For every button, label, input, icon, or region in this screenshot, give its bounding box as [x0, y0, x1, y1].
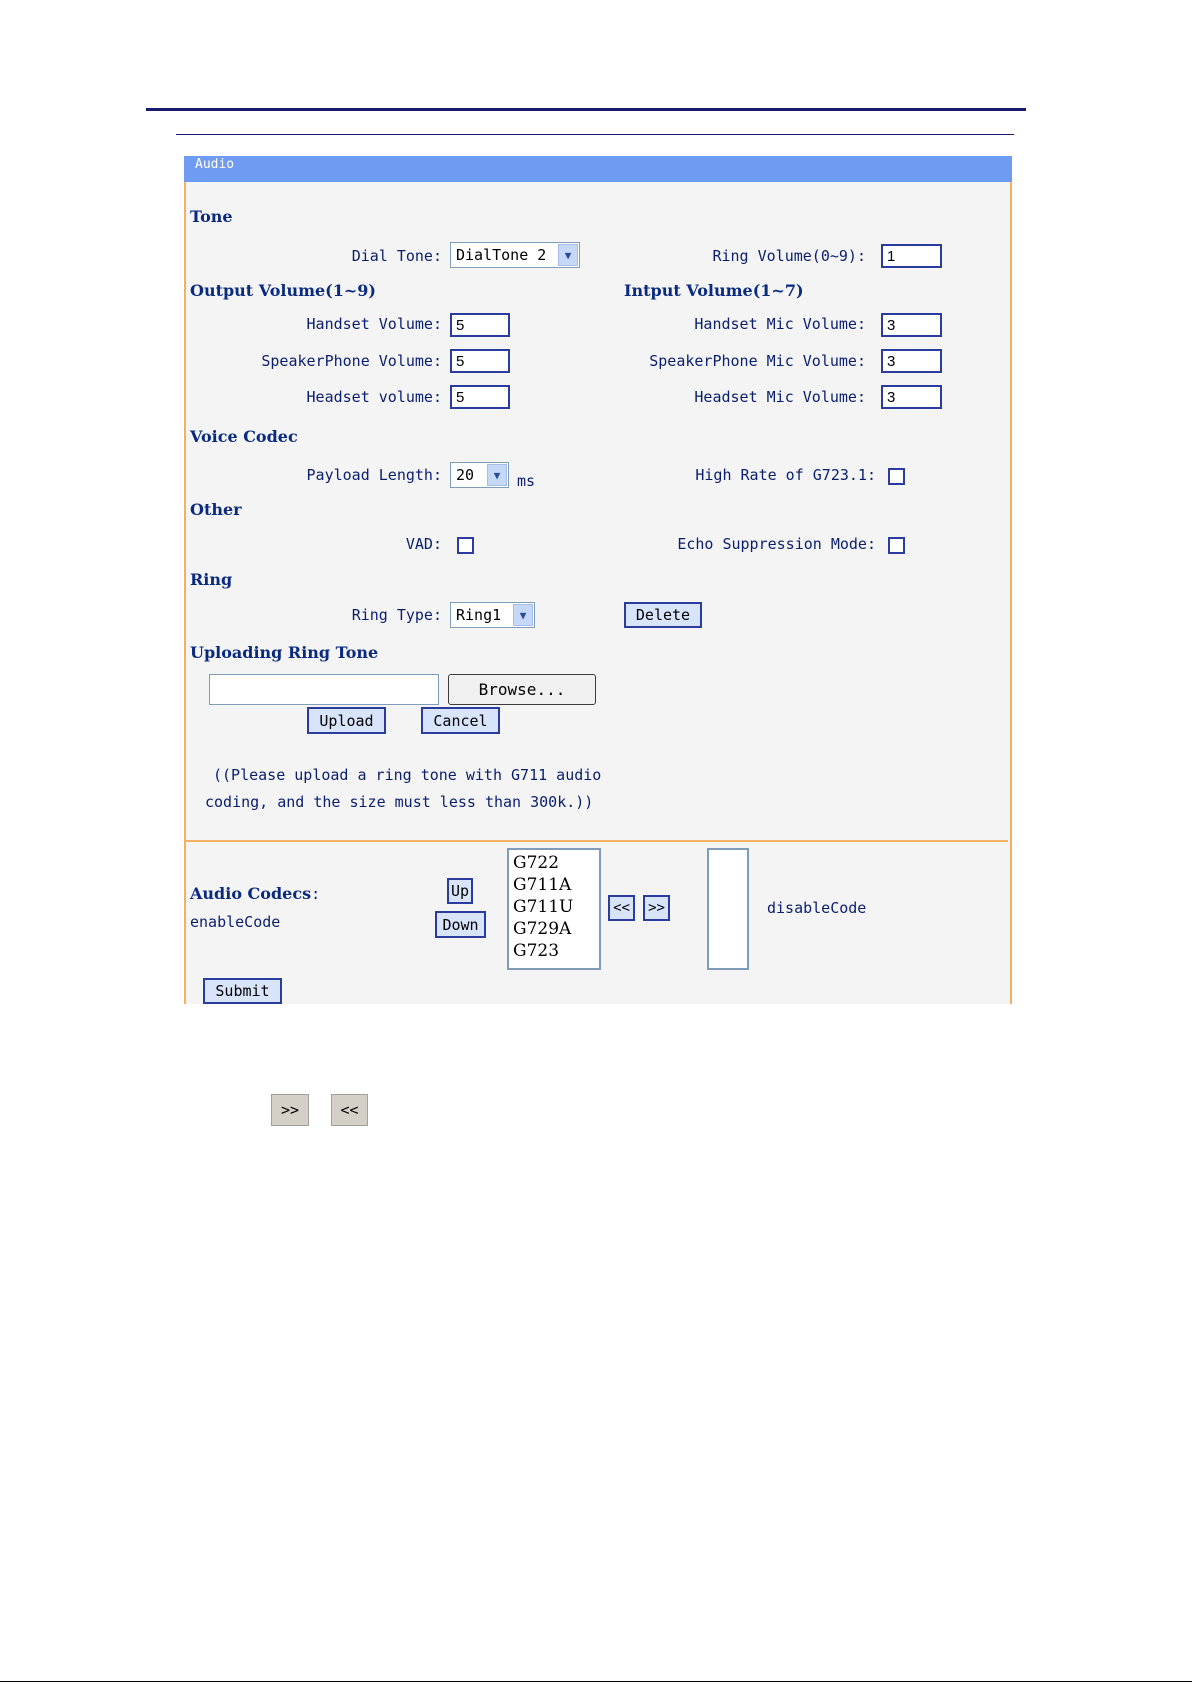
list-item[interactable]: G711A — [513, 875, 572, 895]
ring-file-input[interactable] — [209, 674, 439, 705]
move-right-button[interactable]: >> — [643, 895, 670, 921]
handset-volume-label: Handset Volume: — [306, 315, 442, 333]
tone-heading: Tone — [190, 207, 233, 226]
ring-type-value: Ring1 — [456, 606, 502, 624]
disable-code-label: disableCode — [767, 899, 867, 917]
headset-volume-input[interactable] — [450, 385, 510, 409]
echo-suppression-label: Echo Suppression Mode: — [677, 535, 876, 553]
dial-tone-value: DialTone 2 — [456, 246, 547, 264]
payload-length-label: Payload Length: — [306, 466, 442, 484]
dial-tone-select[interactable] — [450, 242, 580, 268]
audio-codecs-colon: : — [311, 885, 321, 903]
enabled-codecs-listbox[interactable] — [507, 848, 601, 970]
chevron-down-icon[interactable]: ▼ — [513, 604, 533, 626]
high-rate-g723-checkbox[interactable] — [888, 468, 905, 485]
audio-codecs-heading: Audio Codecs — [190, 884, 312, 903]
payload-unit: ms — [517, 472, 536, 490]
voice-codec-heading: Voice Codec — [190, 427, 298, 446]
audio-codecs-heading-group — [190, 884, 320, 903]
ring-volume-label: Ring Volume(0~9): — [712, 247, 866, 265]
list-item[interactable]: G722 — [513, 853, 560, 873]
ring-heading: Ring — [190, 570, 233, 589]
chevron-down-icon[interactable]: ▼ — [558, 244, 578, 266]
upload-ring-heading: Uploading Ring Tone — [190, 643, 379, 662]
list-item[interactable]: G723 — [513, 941, 560, 961]
ring-type-label: Ring Type: — [351, 606, 442, 624]
legend-move-left-button: << — [331, 1094, 368, 1126]
headset-mic-volume-label: Headset Mic Volume: — [694, 388, 866, 406]
payload-length-select[interactable] — [450, 462, 509, 488]
cancel-button[interactable]: Cancel — [421, 707, 500, 734]
submit-button[interactable]: Submit — [203, 978, 282, 1004]
enable-code-label: enableCode — [190, 913, 281, 931]
ring-type-select[interactable] — [450, 602, 535, 628]
list-item[interactable]: G729A — [513, 919, 572, 939]
handset-mic-volume-input[interactable] — [881, 313, 942, 337]
move-left-button[interactable]: << — [608, 895, 635, 921]
speakerphone-volume-label: SpeakerPhone Volume: — [261, 352, 442, 370]
ring-volume-input[interactable] — [881, 244, 942, 268]
disabled-codecs-listbox[interactable] — [707, 848, 749, 970]
other-heading: Other — [190, 500, 242, 519]
panel-header — [184, 156, 1012, 182]
high-rate-g723-label: High Rate of G723.1: — [695, 466, 876, 484]
handset-mic-volume-label: Handset Mic Volume: — [694, 315, 866, 333]
vad-checkbox[interactable] — [457, 537, 474, 554]
section-separator — [186, 840, 1008, 842]
browse-button[interactable]: Browse... — [448, 674, 596, 705]
handset-volume-input[interactable] — [450, 313, 510, 337]
input-volume-heading: Intput Volume(1~7) — [624, 281, 804, 300]
header-subrule — [176, 134, 1014, 135]
chevron-down-icon[interactable]: ▼ — [487, 464, 507, 486]
upload-note-line1: ((Please upload a ring tone with G711 audio — [213, 766, 602, 784]
output-volume-heading: Output Volume(1~9) — [190, 281, 376, 300]
panel-title: Audio — [195, 157, 235, 172]
legend-move-right-button: >> — [271, 1094, 309, 1126]
headset-volume-label: Headset volume: — [306, 388, 442, 406]
vad-label: VAD: — [405, 535, 442, 553]
payload-length-value: 20 — [456, 466, 475, 484]
speakerphone-mic-volume-input[interactable] — [881, 349, 942, 373]
upload-button[interactable]: Upload — [307, 707, 386, 734]
upload-note-line2: coding, and the size must less than 300k.)) — [205, 793, 594, 811]
delete-ring-button[interactable]: Delete — [624, 602, 702, 628]
move-down-button[interactable]: Down — [435, 911, 486, 938]
footer-rule — [0, 1681, 1192, 1682]
dial-tone-label: Dial Tone: — [351, 247, 442, 265]
header-rule — [146, 108, 1026, 111]
list-item[interactable]: G711U — [513, 897, 574, 917]
move-up-button[interactable]: Up — [447, 878, 473, 904]
echo-suppression-checkbox[interactable] — [888, 537, 905, 554]
speakerphone-mic-volume-label: SpeakerPhone Mic Volume: — [649, 352, 866, 370]
headset-mic-volume-input[interactable] — [881, 385, 942, 409]
speakerphone-volume-input[interactable] — [450, 349, 510, 373]
